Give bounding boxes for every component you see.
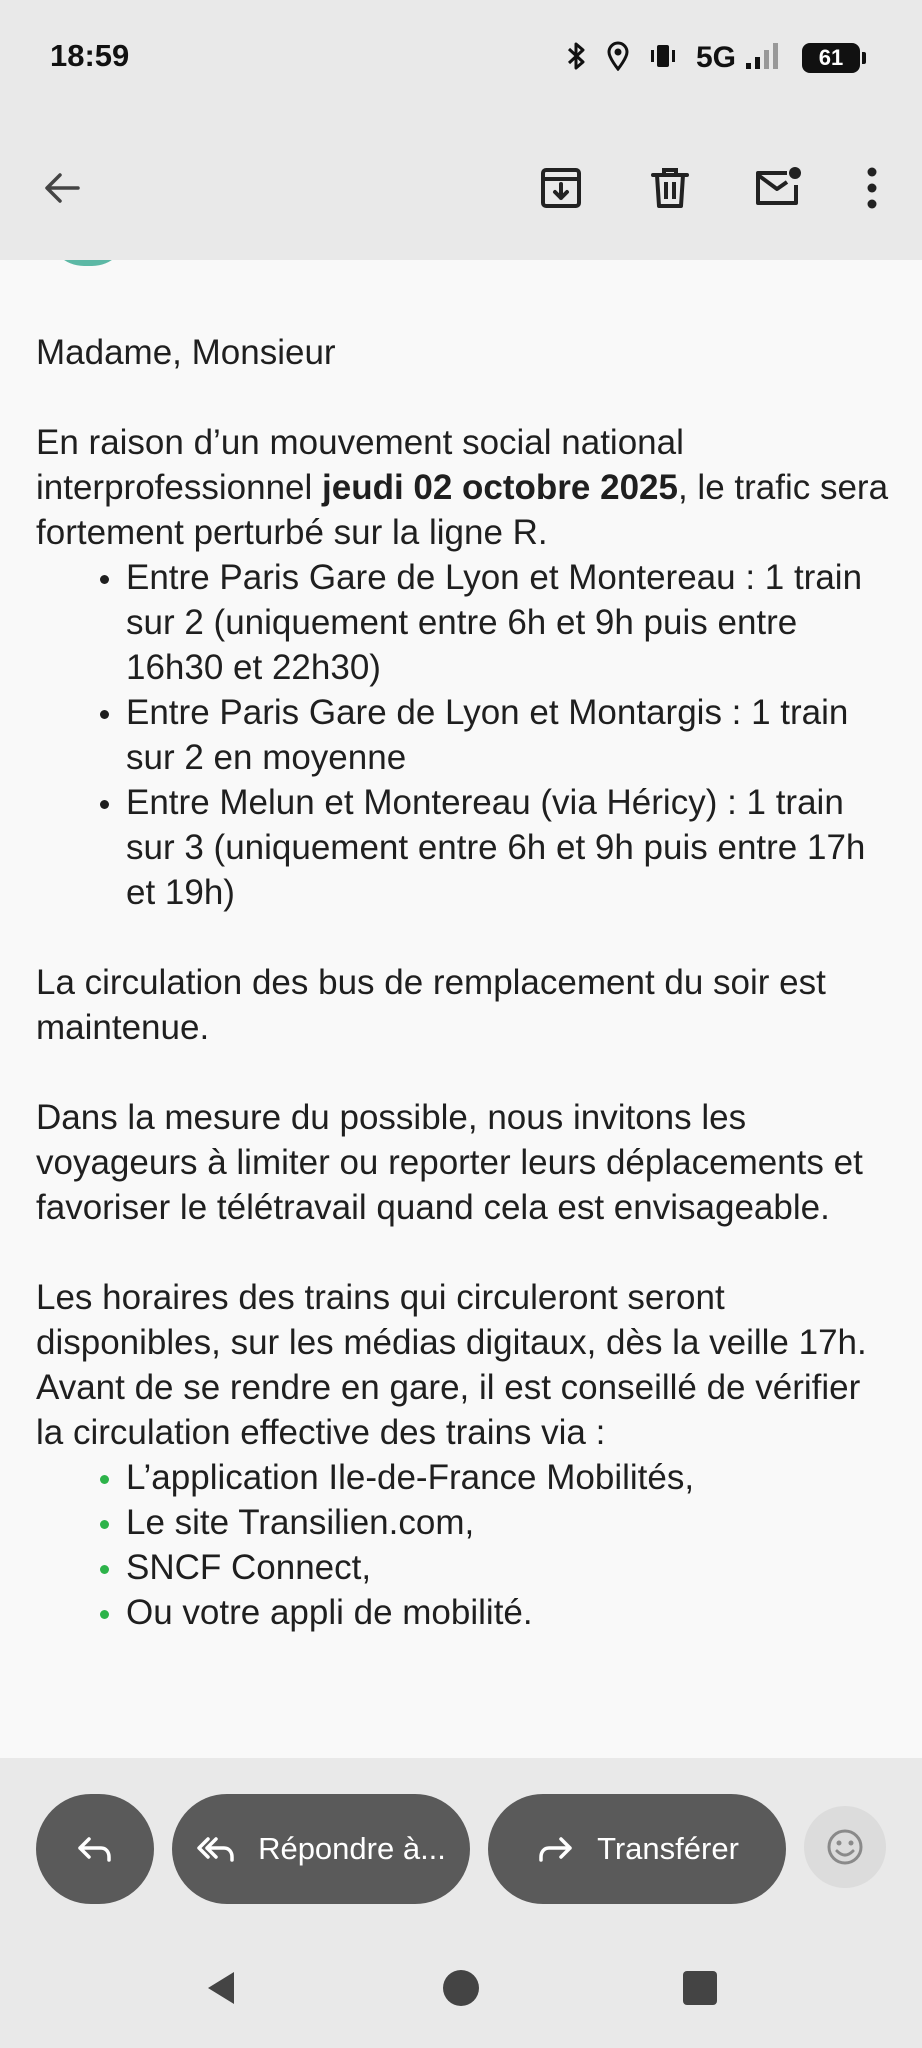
nav-back-button[interactable]: [192, 1958, 252, 2018]
emoji-reaction-button[interactable]: [804, 1806, 886, 1888]
more-vert-icon: [866, 166, 878, 210]
battery-icon: 61: [802, 43, 860, 73]
reply-button[interactable]: [36, 1794, 154, 1904]
delete-button[interactable]: [638, 156, 702, 220]
bus-paragraph: La circulation des bus de remplacement du soir est maintenue.: [36, 963, 826, 1047]
forward-icon: [535, 1833, 575, 1865]
nav-home-button[interactable]: [431, 1958, 491, 2018]
greeting: Madame, Monsieur: [36, 333, 336, 372]
list-item: L’application Ile-de-France Mobilités,: [36, 1455, 896, 1500]
app-bar: [0, 116, 922, 260]
nav-home-icon: [441, 1968, 481, 2008]
status-icons: [548, 38, 860, 78]
network-type: 5G: [695, 41, 736, 74]
delete-icon: [648, 165, 692, 211]
disruption-list: [36, 555, 896, 915]
reply-all-button[interactable]: [172, 1794, 470, 1904]
list-item: Le site Transilien.com,: [36, 1500, 896, 1545]
schedule-paragraph: Les horaires des trains qui circuleront seront disponibles, sur les médias digitaux, dès la veille 17h. Avant de se rendre en gare, il est conseillé de vérifier la circulation effective des trains via :: [36, 1278, 867, 1452]
action-bar: [0, 1758, 922, 1928]
signal-icon: [744, 41, 784, 76]
list-item: Entre Paris Gare de Lyon et Montereau : 1 train sur 2 (uniquement entre 6h et 9h puis entre 16h30 et 22h30): [36, 555, 896, 690]
bluetooth-icon: [566, 41, 588, 76]
info-sources-list: [36, 1455, 896, 1635]
email-body: [36, 330, 896, 1680]
intro-text-end: , le trafic sera fortement perturbé sur la ligne R.: [36, 468, 889, 552]
system-nav-bar: [0, 1928, 922, 2048]
list-item: Entre Melun et Montereau (via Héricy) : 1 train sur 3 (uniquement entre 6h et 9h puis entre 17h et 19h): [36, 780, 896, 915]
reply-all-label: Répondre à...: [258, 1831, 446, 1866]
intro-text: En raison d’un mouvement social national interprofessionnel: [36, 423, 684, 507]
list-item: SNCF Connect,: [36, 1545, 896, 1590]
nav-recents-icon: [680, 1968, 720, 2008]
emoji-icon: [825, 1827, 865, 1867]
vibrate-icon: [648, 41, 678, 76]
mark-unread-button[interactable]: [746, 156, 810, 220]
reply-all-icon: [196, 1833, 236, 1865]
location-icon: [606, 41, 630, 76]
strike-date: jeudi 02 octobre 2025: [322, 468, 678, 507]
forward-label: Transférer: [597, 1831, 739, 1866]
telework-paragraph: Dans la mesure du possible, nous invitons les voyageurs à limiter ou reporter leurs déplacements et favoriser le télétravail quand cela est envisageable.: [36, 1098, 863, 1227]
archive-button[interactable]: [529, 156, 593, 220]
list-item: Ou votre appli de mobilité.: [36, 1590, 896, 1635]
back-button[interactable]: [30, 156, 94, 220]
nav-recents-button[interactable]: [670, 1958, 730, 2018]
more-options-button[interactable]: [840, 156, 904, 220]
intro-paragraph: [36, 420, 896, 555]
mark-unread-icon: [753, 165, 803, 211]
list-item: Entre Paris Gare de Lyon et Montargis : 1 train sur 2 en moyenne: [36, 690, 896, 780]
archive-icon: [538, 165, 584, 211]
forward-button[interactable]: [488, 1794, 786, 1904]
status-time: 18:59: [50, 38, 130, 73]
status-bar: [0, 0, 922, 116]
reply-icon: [75, 1833, 115, 1865]
nav-back-icon: [202, 1968, 242, 2008]
back-arrow-icon: [40, 166, 84, 210]
